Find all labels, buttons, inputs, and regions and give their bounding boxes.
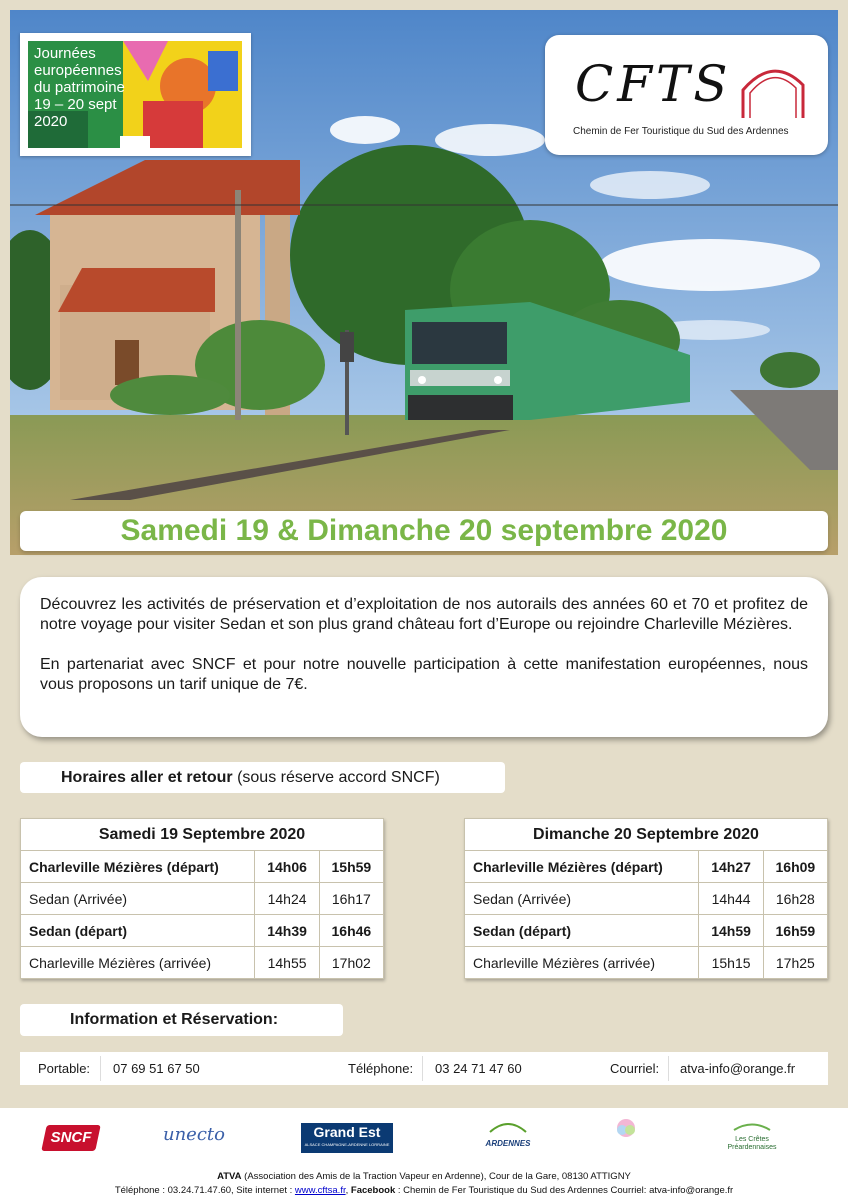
courriel-label: Courriel:	[610, 1061, 660, 1076]
intro-paragraph-2: En partenariat avec SNCF et pour notre nouvelle participation à cette manifestation européennes, nous vous proposons un tarif unique de 7€.	[40, 656, 808, 693]
time-cell: 16h09	[763, 851, 827, 883]
divider	[100, 1056, 101, 1081]
sunday-timetable	[464, 818, 828, 979]
station-cell: Sedan (Arrivée)	[465, 883, 699, 915]
saturday-timetable	[20, 818, 384, 979]
schedule-header-note: (sous réserve accord SNCF)	[232, 769, 440, 786]
divider	[422, 1056, 423, 1081]
journees-patrimoine-logo	[20, 33, 251, 156]
cfts-logo-subtitle: Chemin de Fer Touristique du Sud des Ardennes	[573, 126, 789, 137]
contact-bar	[20, 1052, 828, 1085]
time-cell: 14h27	[699, 851, 763, 883]
footer-org-name: ATVA	[217, 1171, 242, 1182]
time-cell: 14h55	[255, 947, 319, 979]
table-row	[465, 883, 828, 915]
portable-label: Portable:	[38, 1061, 91, 1076]
ardennes-logo-text: ARDENNES	[485, 1139, 531, 1148]
time-cell: 16h28	[763, 883, 827, 915]
mountain-icon	[488, 1120, 528, 1134]
station-cell: Sedan (départ)	[21, 915, 255, 947]
time-cell: 14h44	[699, 883, 763, 915]
hills-icon	[732, 1121, 772, 1131]
saturday-title: Samedi 19 Septembre 2020	[21, 819, 384, 851]
jep-line-2: européennes	[34, 62, 122, 79]
footer	[0, 1108, 848, 1200]
station-cell: Charleville Mézières (départ)	[21, 851, 255, 883]
intro-paragraph-1: Découvrez les activités de préservation et d’exploitation de nos autorails des années 60 et 70 et profitez de notre voyage pour visiter Sedan et son plus grand château fort d’Europe ou rejoindre Charleville Mézières.	[40, 596, 808, 633]
courriel-email[interactable]: atva-info@orange.fr	[680, 1061, 796, 1076]
divider	[668, 1056, 669, 1081]
jep-line-3: du patrimoine	[34, 79, 125, 96]
footer-org-details: (Association des Amis de la Traction Vapeur en Ardenne), Cour de la Gare, 08130 ATTIGNY	[241, 1171, 631, 1182]
station-cell: Sedan (départ)	[465, 915, 699, 947]
footer-address	[0, 1170, 848, 1198]
time-cell: 16h46	[319, 915, 383, 947]
table-row	[465, 915, 828, 947]
pays-rethelois-logo	[612, 1118, 640, 1146]
sncf-logo-text: SNCF	[50, 1129, 92, 1146]
schedule-header-title: Horaires aller et retour	[61, 769, 233, 786]
table-row	[465, 947, 828, 979]
footer-facebook-label: Facebook	[350, 1185, 396, 1196]
portable-number[interactable]: 07 69 51 67 50	[113, 1061, 200, 1076]
time-cell: 14h24	[255, 883, 319, 915]
time-cell: 17h25	[763, 947, 827, 979]
intro-text-box	[20, 577, 828, 737]
station-cell: Charleville Mézières (départ)	[465, 851, 699, 883]
cfts-logo-title: CFTS	[575, 55, 732, 113]
footer-separator: ,	[345, 1185, 351, 1196]
event-date-banner: Samedi 19 & Dimanche 20 septembre 2020	[20, 511, 828, 551]
time-cell: 17h02	[319, 947, 383, 979]
footer-facebook-email-text: : Chemin de Fer Touristique du Sud des Ardennes Courriel: atva-info@orange.fr	[395, 1185, 734, 1196]
cfts-logo	[545, 35, 828, 155]
cretes-preardennaises-logo	[722, 1118, 782, 1152]
table-row	[21, 915, 384, 947]
footer-site-link[interactable]: www.cftsa.fr	[294, 1185, 346, 1196]
schedule-header	[20, 762, 505, 793]
tunnel-arch-icon	[738, 60, 808, 120]
jep-line-5: 2020	[34, 113, 68, 130]
telephone-number[interactable]: 03 24 71 47 60	[435, 1061, 522, 1076]
station-cell: Charleville Mézières (arrivée)	[21, 947, 255, 979]
telephone-label: Téléphone:	[348, 1061, 414, 1076]
time-cell: 16h59	[763, 915, 827, 947]
grand-est-logo-text: Grand Est	[313, 1124, 381, 1140]
sunday-title: Dimanche 20 Septembre 2020	[465, 819, 828, 851]
sncf-logo	[41, 1125, 101, 1151]
footer-phone-text: Téléphone : 03.24.71.47.60, Site internet :	[114, 1185, 295, 1196]
table-row	[21, 947, 384, 979]
table-row	[21, 883, 384, 915]
time-cell: 16h17	[319, 883, 383, 915]
grand-est-logo-subtext: ALSACE CHAMPAGNE-ARDENNE LORRAINE	[304, 1142, 390, 1147]
grand-est-logo	[301, 1123, 393, 1153]
cretes-logo-text: Les Crêtes Préardennaises	[727, 1136, 777, 1151]
table-row	[21, 851, 384, 883]
time-cell: 14h39	[255, 915, 319, 947]
ardennes-logo	[478, 1120, 538, 1148]
station-cell: Sedan (Arrivée)	[21, 883, 255, 915]
time-cell: 15h59	[319, 851, 383, 883]
jep-line-1: Journées	[34, 45, 96, 62]
time-cell: 14h06	[255, 851, 319, 883]
unecto-logo: unecto	[163, 1124, 225, 1145]
info-reservation-header: Information et Réservation:	[20, 1004, 343, 1036]
station-cell: Charleville Mézières (arrivée)	[465, 947, 699, 979]
table-row	[465, 851, 828, 883]
time-cell: 14h59	[699, 915, 763, 947]
jep-line-4: 19 – 20 sept	[34, 96, 117, 113]
time-cell: 15h15	[699, 947, 763, 979]
